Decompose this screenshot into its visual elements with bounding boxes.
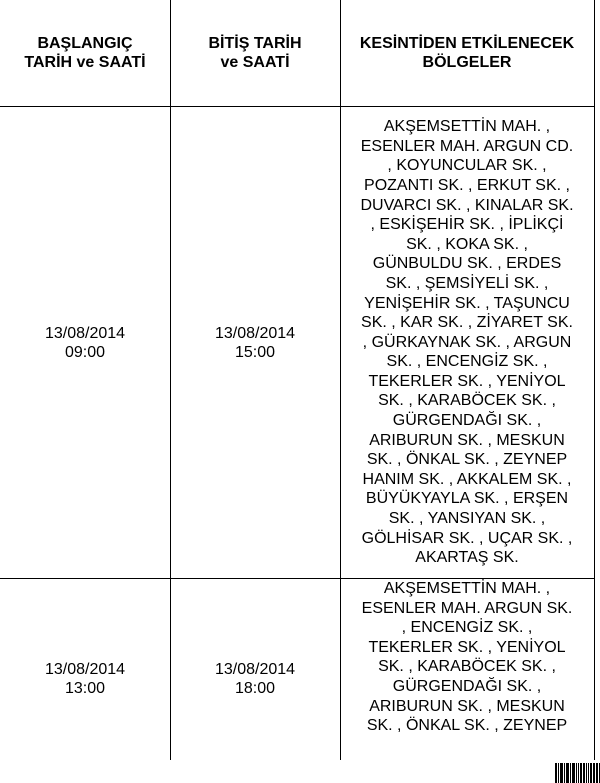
region-line: YENİŞEHİR SK. , TAŞUNCU: [364, 294, 570, 312]
region-line: ARIBURUN SK. , MESKUN: [369, 697, 565, 715]
barcode-bar: [558, 763, 559, 783]
row-1-end-datetime: [170, 107, 340, 578]
region-line: GÖLHİSAR SK. , UÇAR SK. ,: [361, 529, 573, 547]
region-line: AKARTAŞ SK.: [415, 549, 519, 567]
region-line: SK. , ÖNKAL SK. , ZEYNEP: [366, 717, 568, 735]
header-text: BÖLGELER: [422, 54, 512, 71]
header-affected-regions: [340, 0, 594, 106]
region-line: SK. , YANSIYAN SK. ,: [388, 510, 546, 528]
region-lines: [362, 579, 573, 736]
region-line: TEKERLER SK. , YENİYOL: [368, 638, 566, 656]
barcode-bar: [566, 763, 569, 783]
end-date: 13/08/2014: [214, 324, 296, 342]
region-line: HANIM SK. , AKKALEM SK. ,: [362, 470, 572, 488]
barcode-bar: [596, 763, 598, 783]
region-line: BÜYÜKYAYLA SK. , ERŞEN: [365, 490, 569, 508]
header-text: KESİNTİDEN ETKİLENECEK: [359, 35, 575, 52]
start-date: 13/08/2014: [44, 324, 126, 342]
region-line: SK. , ENCENGİZ SK. ,: [386, 353, 548, 371]
end-time: 18:00: [234, 680, 276, 697]
barcode-bar: [570, 763, 571, 783]
header-start-datetime: [0, 0, 170, 106]
region-line: GÜRGENDAĞI SK. ,: [392, 677, 542, 695]
barcode-bar: [576, 763, 577, 783]
header-text: TARİH ve SAATİ: [24, 54, 146, 71]
region-line: SK. , ÖNKAL SK. , ZEYNEP: [366, 451, 568, 469]
region-line: AKŞEMSETTİN MAH. ,: [383, 580, 551, 597]
row-2-affected-regions: [340, 579, 594, 760]
barcode-bar: [583, 763, 586, 783]
region-line: , KOYUNCULAR SK. ,: [387, 157, 547, 175]
barcode-bar: [561, 763, 563, 783]
barcode-bar: [560, 763, 561, 783]
row-1-affected-regions: [340, 107, 594, 578]
region-line: , GÜRKAYNAK SK. , ARGUN: [362, 333, 572, 351]
region-line: GÜNBULDU SK. , ERDES: [372, 255, 562, 273]
header-text: ve SAATİ: [220, 54, 290, 71]
barcode-bar: [594, 763, 595, 783]
row-2-end-datetime: [170, 579, 340, 779]
barcode-bar: [586, 763, 587, 783]
start-time: 09:00: [64, 343, 106, 361]
header-end-datetime: [170, 0, 340, 106]
region-line: SK. , KARABÖCEK SK. ,: [378, 392, 556, 410]
barcode-bar: [580, 763, 582, 783]
barcode: [555, 763, 600, 783]
region-line: GÜRGENDAĞI SK. ,: [392, 412, 542, 430]
header-text: BAŞLANGIÇ: [37, 35, 133, 52]
row-2-start-datetime: [0, 579, 170, 779]
barcode-bar: [573, 763, 575, 783]
region-line: SK. , ŞEMSİYELİ SK. ,: [385, 274, 549, 292]
region-line: SK. , KOKA SK. ,: [406, 235, 528, 253]
region-line: AKŞEMSETTİN MAH. ,: [383, 118, 551, 136]
region-line: SK. , KARABÖCEK SK. ,: [378, 658, 556, 676]
end-date: 13/08/2014: [214, 661, 296, 678]
barcode-bar: [555, 763, 557, 783]
start-time: 13:00: [64, 680, 106, 697]
barcode-bar: [588, 763, 589, 783]
region-line: ESENLER MAH. ARGUN CD.: [360, 137, 574, 155]
row-1-start-datetime: [0, 107, 170, 578]
header-text: BİTİŞ TARİH: [208, 35, 302, 52]
barcode-bar: [564, 763, 565, 783]
column-divider: [594, 0, 595, 760]
region-lines: [360, 117, 573, 568]
region-line: POZANTI SK. , ERKUT SK. ,: [364, 176, 570, 194]
region-line: ARIBURUN SK. , MESKUN: [369, 431, 565, 449]
region-line: SK. , KAR SK. , ZİYARET SK.: [361, 314, 573, 332]
barcode-bar: [590, 763, 592, 783]
region-line: , ENCENGİZ SK. ,: [401, 619, 533, 637]
region-line: TEKERLER SK. , YENİYOL: [368, 372, 566, 390]
barcode-bar: [593, 763, 594, 783]
region-line: DUVARCI SK. , KINALAR SK.: [360, 196, 574, 214]
start-date: 13/08/2014: [44, 661, 126, 678]
end-time: 15:00: [234, 343, 276, 361]
barcode-bar: [572, 763, 573, 783]
region-line: , ESKİŞEHİR SK. , İPLİKÇİ: [370, 216, 564, 234]
region-line: ESENLER MAH. ARGUN SK.: [361, 599, 573, 617]
barcode-bar: [578, 763, 579, 783]
